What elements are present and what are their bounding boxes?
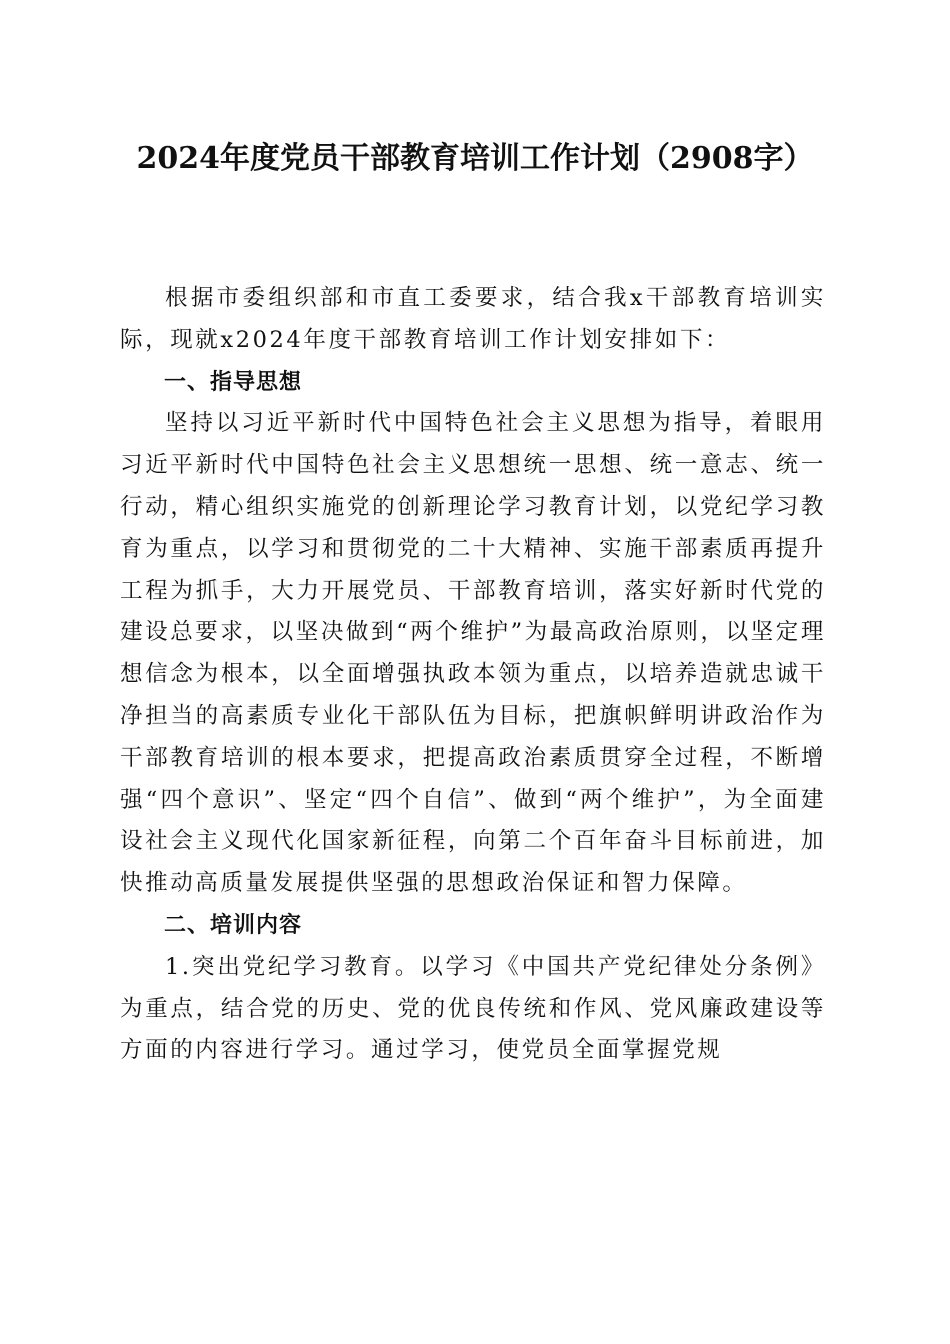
section-heading-guiding-ideology: 一、指导思想	[164, 369, 303, 395]
document-body	[120, 278, 826, 1072]
section-heading-training-content: 二、培训内容	[164, 912, 303, 938]
intro-paragraph: 根据市委组织部和市直工委要求，结合我x干部教育培训实际，现就x2024年度干部教育培训工作计划安排如下：	[120, 285, 826, 353]
document-title: 2024年度党员干部教育培训工作计划（2908字）	[136, 141, 814, 176]
guiding-ideology-paragraph: 坚持以习近平新时代中国特色社会主义思想为指导，着眼用习近平新时代中国特色社会主义思想统一思想、统一意志、统一行动，精心组织实施党的创新理论学习教育计划，以党纪学习教育为重点，以学习和贯彻党的二十大精神、实施干部素质再提升工程为抓手，大力开展党员、干部教育培训，落实好新时代党的建设总要求，以坚决做到“两个维护”为最高政治原则，以坚定理想信念为根本，以全面增强执政本领为重点，以培养造就忠诚干净担当的高素质专业化干部队伍为目标，把旗帜鲜明讲政治作为干部教育培训的根本要求，把提高政治素质贯穿全过程，不断增强“四个意识”、坚定“四个自信”、做到“两个维护”，为全面建设社会主义现代化国家新征程，向第二个百年奋斗目标前进，加快推动高质量发展提供坚强的思想政治保证和智力保障。	[120, 410, 826, 897]
training-content-item-1: 1.突出党纪学习教育。以学习《中国共产党纪律处分条例》为重点，结合党的历史、党的优良传统和作风、党风廉政建设等方面的内容进行学习。通过学习，使党员全面掌握党规	[120, 953, 826, 1064]
